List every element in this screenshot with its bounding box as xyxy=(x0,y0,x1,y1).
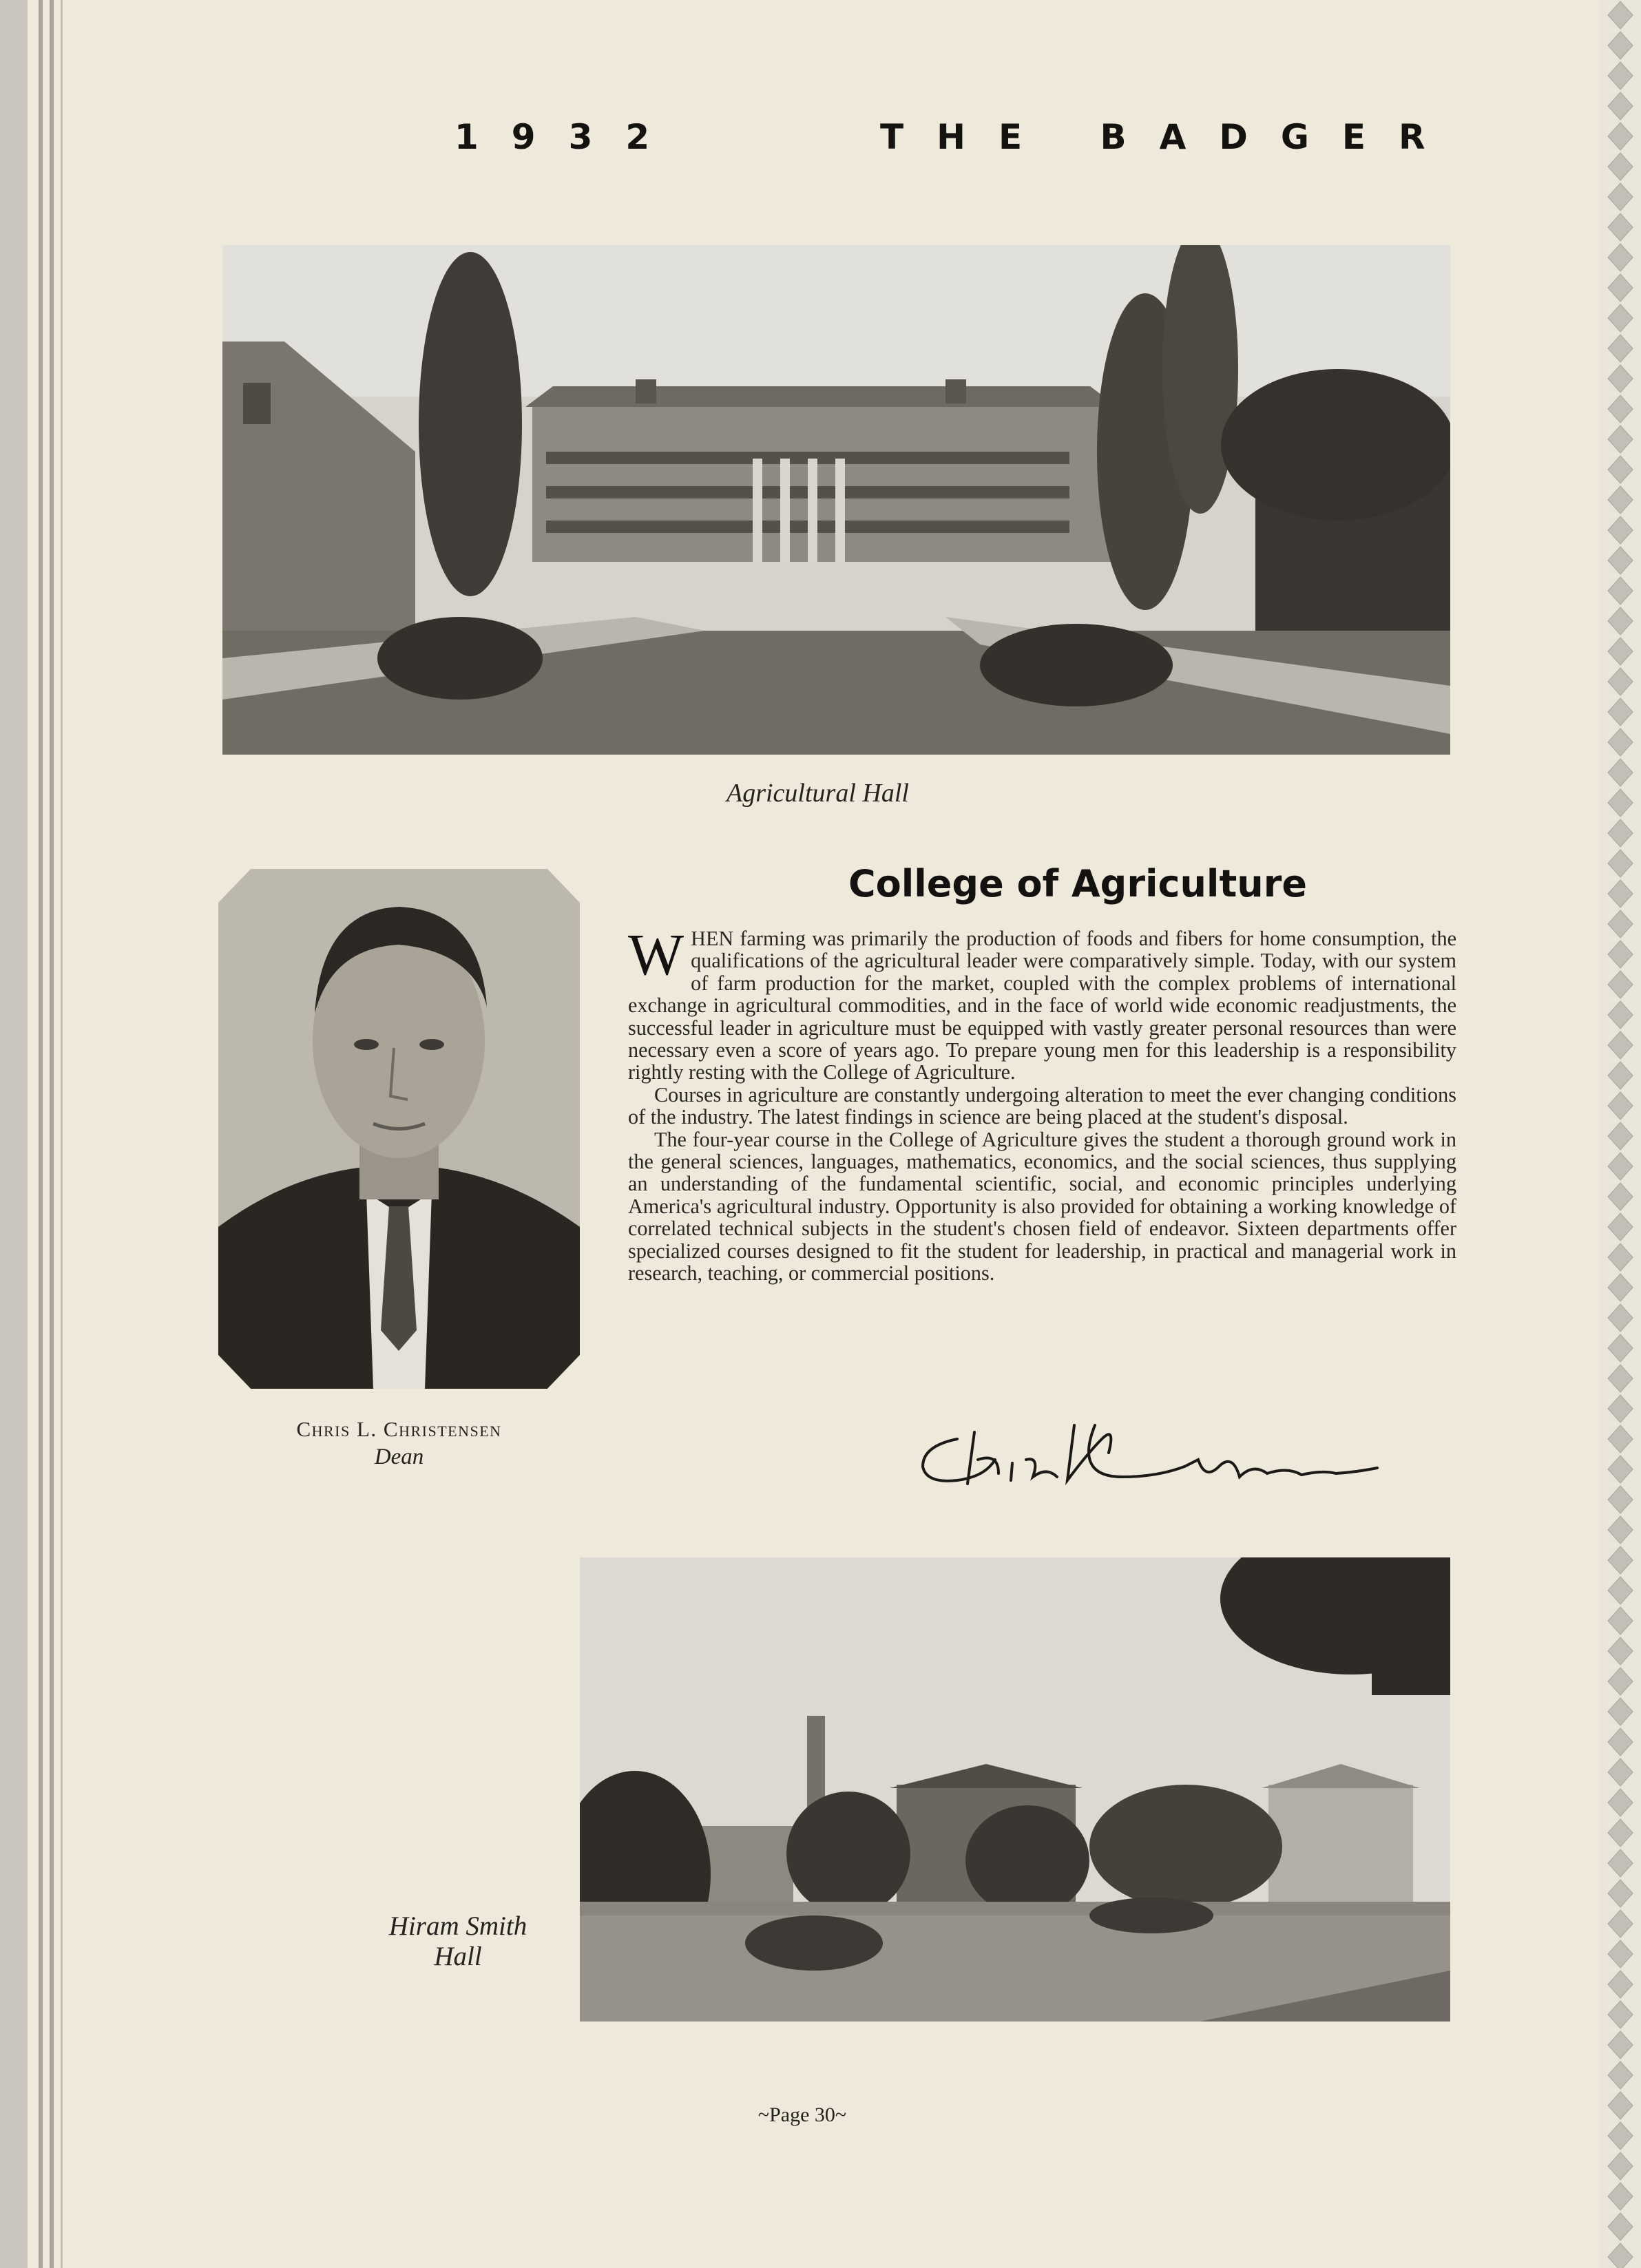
portrait-photo-icon xyxy=(218,869,580,1389)
page-number: ~Page 30~ xyxy=(757,2103,847,2126)
border-rule xyxy=(50,0,54,2268)
building-photo-icon xyxy=(222,245,1450,755)
drop-cap: W xyxy=(628,921,684,987)
header-title: THE BADGER xyxy=(880,117,1459,157)
article-body xyxy=(628,921,1456,1285)
signature xyxy=(909,1411,1391,1501)
article-heading: College of Agriculture xyxy=(848,862,1307,905)
photo-caption xyxy=(358,1911,558,1972)
dean-name: Chris L. Christensen xyxy=(296,1417,502,1441)
border-rule xyxy=(61,0,63,2268)
caption-line: Hall xyxy=(434,1942,482,1971)
header-year: 1932 xyxy=(454,117,683,157)
caption-line: Hiram Smith xyxy=(388,1911,527,1941)
building-photo-icon xyxy=(580,1557,1450,2022)
dean-title: Dean xyxy=(374,1445,424,1469)
photo-caption: Agricultural Hall xyxy=(727,779,909,808)
paragraph: Courses in agriculture are constantly undergoing alteration to meet the ever changing conditions of the industry. The latest findings in science are being placed at the student's disposal. xyxy=(628,1082,1456,1129)
paragraph xyxy=(628,921,1456,1084)
hiram-smith-hall-photo xyxy=(580,1557,1450,2022)
binding-edge xyxy=(0,0,28,2268)
diamond-border xyxy=(1600,0,1641,2268)
border-rule xyxy=(39,0,43,2268)
dean-portrait xyxy=(218,869,580,1389)
paragraph: The four-year course in the College of Agriculture gives the student a thorough ground work in the general sciences, languages, mathematics, economics, and the social sciences, thus supplying an understanding of the fundamental scientific, social, and economic principles underlying America's agricultural industry. Opportunity is also provided for obtaining a working knowledge of correlated technical subjects in the student's chosen field of endeavor. Sixteen departments offer specialized courses designed to fit the student for leadership, in practical and managerial work in research, teaching, or commercial positions. xyxy=(628,1127,1456,1285)
paragraph-text: HEN farming was primarily the production of foods and fibers for home consumption, the qualifications of the agricultural leader were comparatively simple. Today, with our system of farm production for the market, coupled with the complex problems of international exchange in agricultural commodities, and in the face of world wide economic readjustments, the successful leader in agriculture must be equipped with vastly greater personal resources than were necessary even a score of years ago. To prepare young men for this leadership is a responsibility rightly resting with the College of Agriculture. xyxy=(628,927,1456,1084)
agricultural-hall-photo xyxy=(222,245,1450,755)
